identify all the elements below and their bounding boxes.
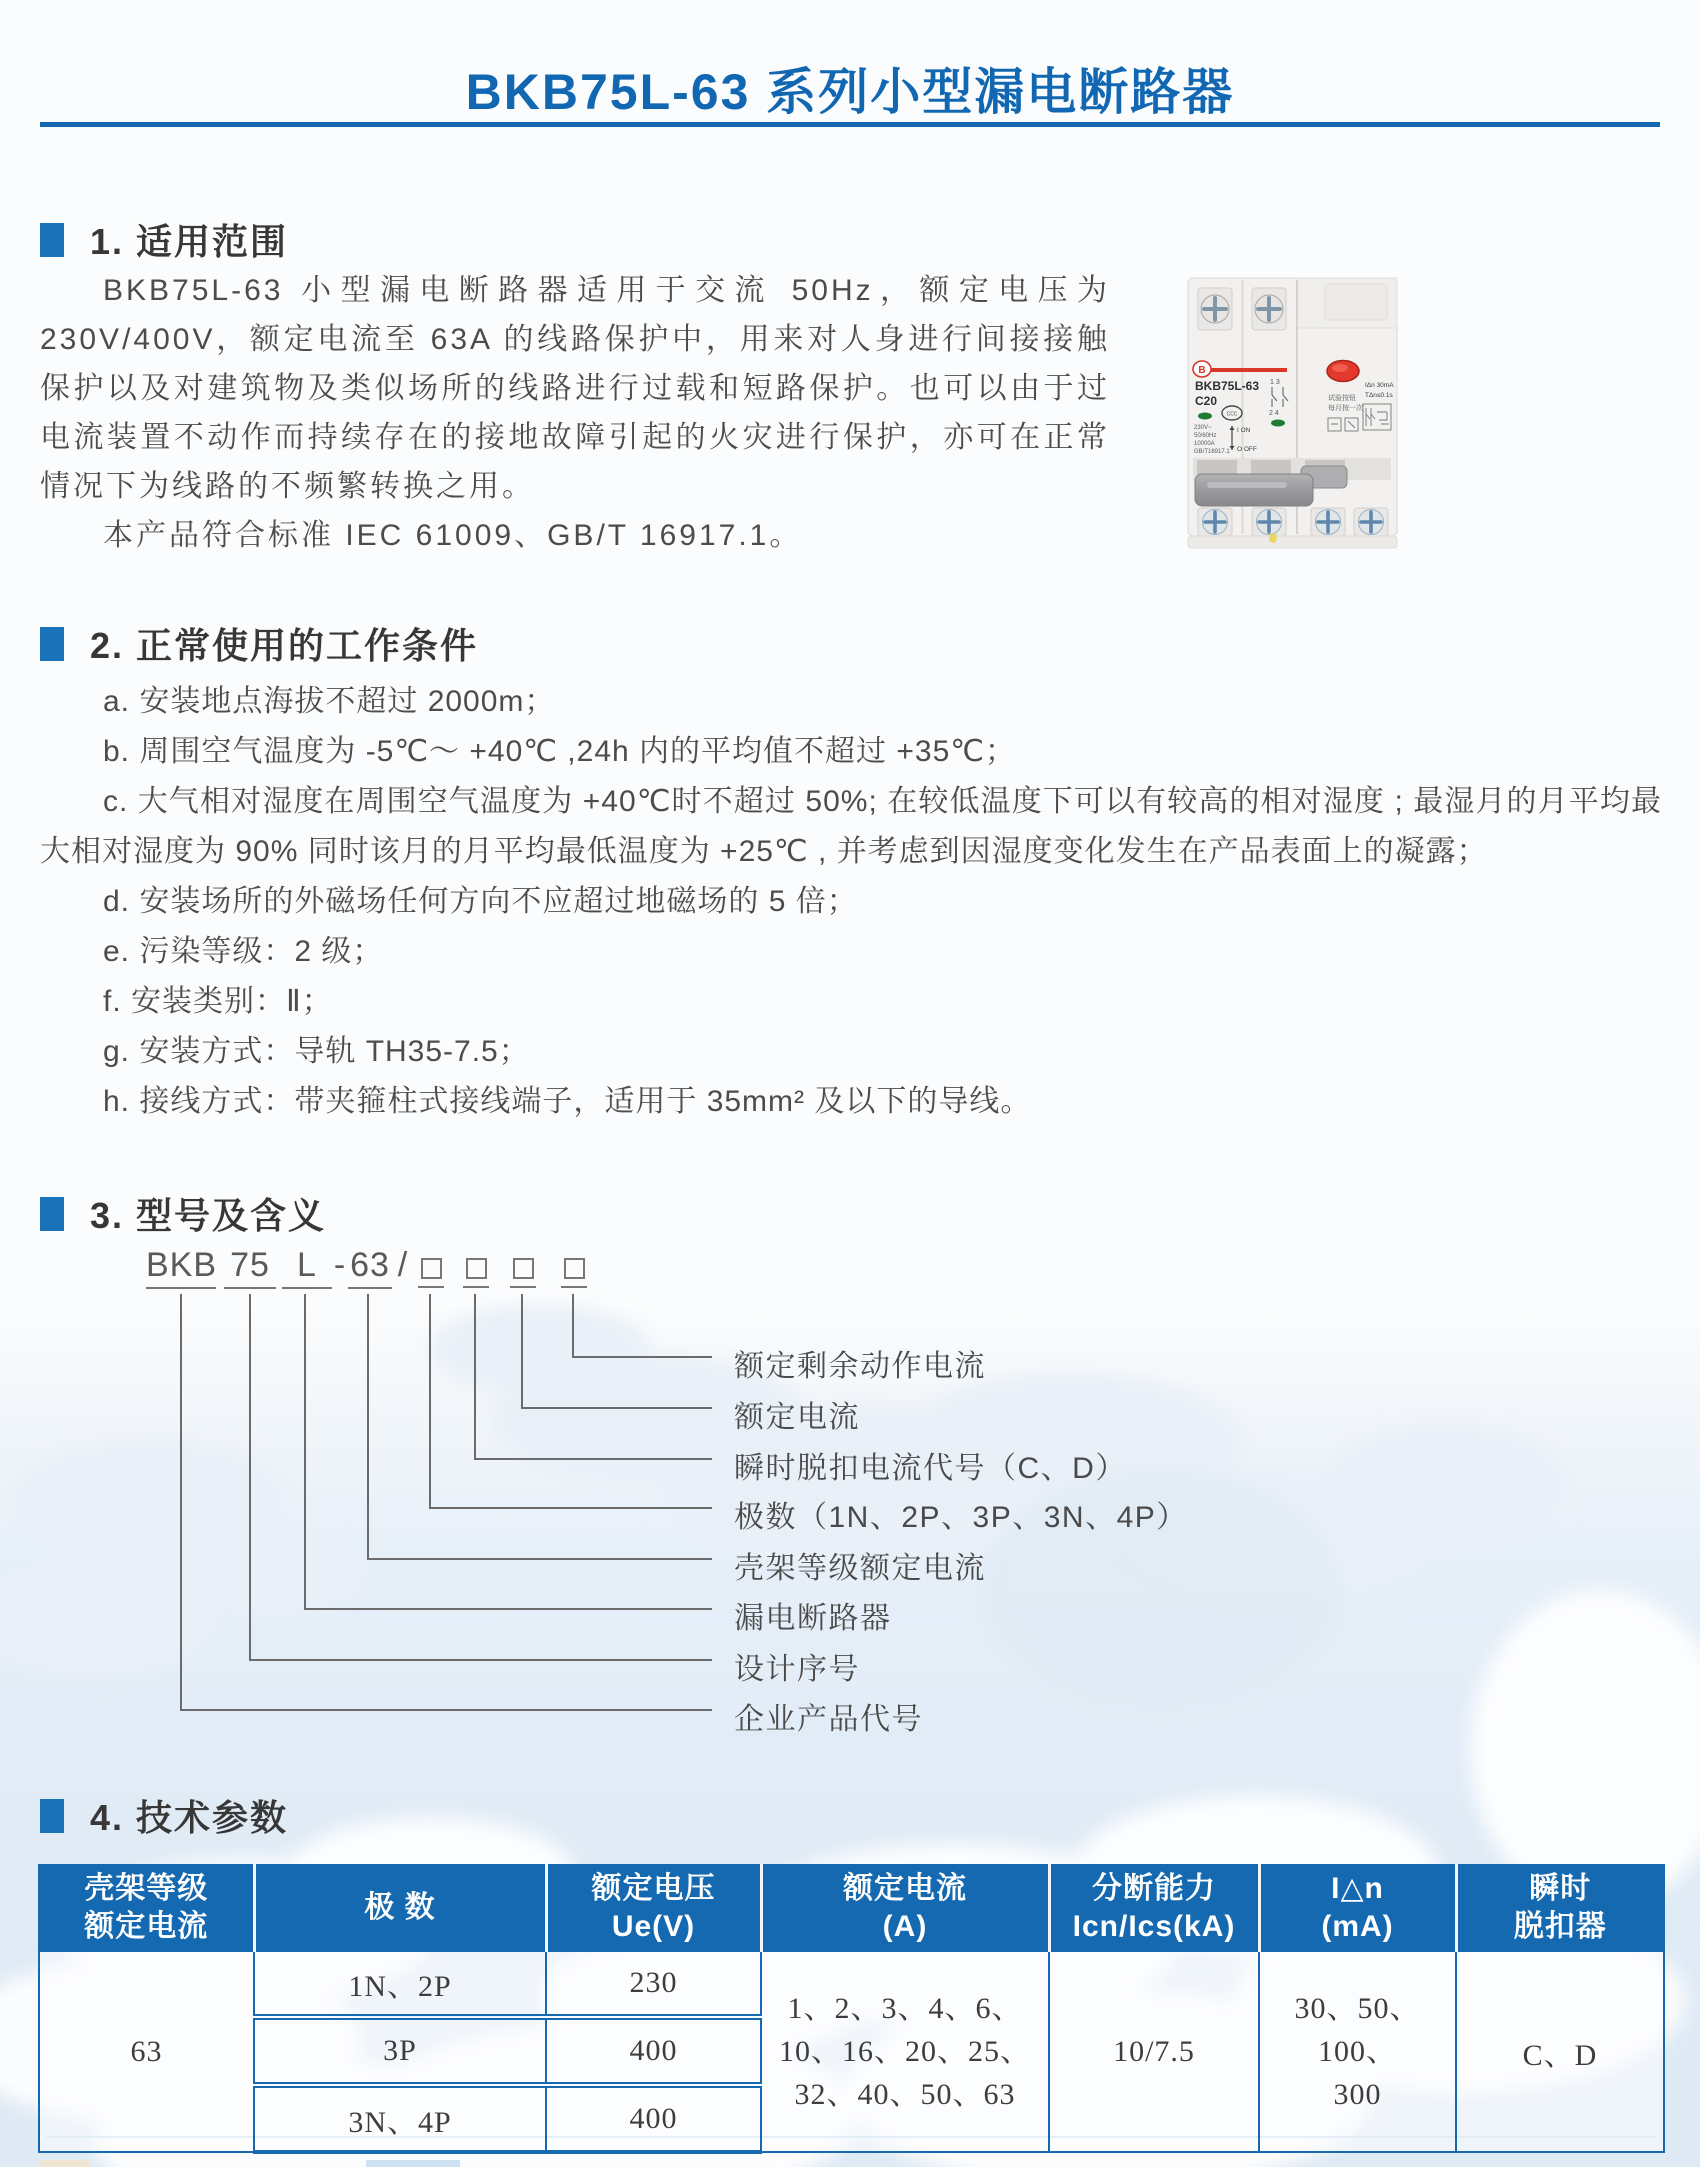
model-diagram-lines: [0, 1240, 760, 1720]
idn-label: IΔn 30mA: [1365, 382, 1394, 389]
cutoff-element: [40, 2160, 90, 2167]
cell-rated-current: 1、2、3、4、6、 10、16、20、25、 32、40、50、63: [761, 1951, 1049, 2152]
section-4-title: 4. 技术参数: [90, 1797, 289, 1838]
list-item: d. 安装场所的外磁场任何方向不应超过地磁场的 5 倍；: [103, 885, 858, 918]
cell-voltage: 230: [546, 1951, 761, 2017]
diagram-label: 瞬时脱扣电流代号（C、D）: [734, 1452, 1127, 1485]
section-marker-icon: [40, 1799, 64, 1833]
table-row: [39, 1951, 1664, 2017]
svg-text:230V~: 230V~: [1194, 425, 1212, 431]
svg-text:GB/T16917.1: GB/T16917.1: [1194, 449, 1230, 455]
scope-paragraph: BKB75L-63 小型漏电断路器适用于交流 50Hz，额定电压为 230V/400V，额定电流至 63A 的线路保护中，用来对人身进行间接接触保护以及对建筑物及类似场所的线路进行过载和短路保护。也可以由于过电流装置不动作而持续存在的接地故障引起的火灾进行保护，亦可在正常情况下为线路的不频繁转换之用。: [40, 274, 1110, 503]
model-segment-75: 75: [224, 1246, 276, 1289]
brand-logo: B: [1198, 365, 1206, 376]
cell-poles: 3P: [254, 2017, 546, 2085]
section-1-heading: [40, 214, 288, 265]
pole-marks-top: 1 3: [1270, 379, 1280, 386]
pole-marks-bottom: 2 4: [1269, 410, 1279, 417]
col-header-tripper: 瞬时 脱扣器: [1456, 1865, 1664, 1951]
model-segment-63: 63: [348, 1246, 392, 1289]
device-rating-label: C20: [1195, 394, 1218, 408]
cell-breaking-capacity: 10/7.5: [1049, 1951, 1259, 2152]
brand-band: [1211, 368, 1287, 372]
diagram-label: 企业产品代号: [734, 1703, 923, 1736]
model-slash: /: [397, 1246, 409, 1284]
section-marker-icon: [40, 627, 64, 661]
model-dash: -: [333, 1246, 347, 1284]
list-item: e. 污染等级：2 级；: [103, 935, 384, 968]
section-4-heading: [40, 1790, 288, 1841]
col-header-breaking: 分断能力 Icn/Ics(kA): [1049, 1865, 1259, 1951]
title-rule: [40, 122, 1660, 127]
section-marker-icon: [40, 1197, 64, 1231]
section-2-heading: [40, 618, 478, 669]
cutoff-element: [366, 2160, 460, 2167]
cell-poles: 1N、2P: [254, 1951, 546, 2017]
model-segment-l: L: [282, 1246, 332, 1289]
tdn-label: TΔn≤0.1s: [1365, 392, 1393, 399]
table-header-row: [39, 1865, 1664, 1951]
ccc-mark: CCC: [1226, 411, 1238, 418]
diagram-label: 极数（1N、2P、3P、3N、4P）: [734, 1501, 1188, 1534]
col-header-frame: 壳架等级 额定电流: [39, 1865, 254, 1951]
cell-idn: 30、50、100、 300: [1259, 1951, 1456, 2152]
off-label: O OFF: [1237, 446, 1257, 453]
col-header-current: 额定电流 (A): [761, 1865, 1049, 1951]
model-box-current: [510, 1246, 536, 1288]
page-title: BKB75L-63 系列小型漏电断路器: [465, 64, 1235, 120]
model-box-trip-code: [463, 1246, 489, 1288]
diagram-label: 设计序号: [734, 1653, 860, 1686]
svg-text:10000A: 10000A: [1194, 441, 1215, 447]
status-led: [1198, 413, 1212, 420]
working-conditions-list: [40, 677, 1662, 1127]
test-label-1: 试验按钮: [1328, 395, 1356, 402]
list-item: g. 安装方式：导轨 TH35-7.5；: [103, 1035, 530, 1068]
svg-text:50/60Hz: 50/60Hz: [1194, 433, 1217, 439]
cell-voltage: 400: [546, 2017, 761, 2085]
standards-paragraph: 本产品符合标准 IEC 61009、GB/T 16917.1。: [103, 519, 803, 552]
toggle-handle: [1195, 474, 1313, 506]
diagram-label: 漏电断路器: [734, 1602, 892, 1635]
model-box-pole: [418, 1246, 444, 1288]
diagram-label: 额定电流: [734, 1401, 860, 1434]
diagram-label: 壳架等级额定电流: [734, 1552, 986, 1585]
col-header-poles: 极 数: [254, 1865, 546, 1951]
list-item: h. 接线方式：带夹箍柱式接线端子，适用于 35mm² 及以下的导线。: [103, 1085, 1032, 1118]
section-3-heading: [40, 1188, 326, 1239]
col-header-voltage: 额定电压 Ue(V): [546, 1865, 761, 1951]
section-3-title: 3. 型号及含义: [90, 1195, 327, 1236]
on-label: I ON: [1237, 427, 1251, 434]
diagram-label: 额定剩余动作电流: [734, 1350, 986, 1383]
cell-voltage: 400: [546, 2085, 761, 2152]
cell-tripper: C、D: [1456, 1951, 1664, 2152]
list-item: a. 安装地点海拔不超过 2000m；: [103, 685, 556, 718]
section-1-body: [40, 266, 1110, 560]
section-2-title: 2. 正常使用的工作条件: [90, 625, 479, 666]
model-segment-bkb: BKB: [146, 1246, 216, 1289]
device-model-label: BKB75L-63: [1195, 379, 1260, 393]
din-rail-foot: [1188, 536, 1397, 548]
section-marker-icon: [40, 223, 64, 257]
model-box-residual: [561, 1246, 587, 1288]
list-item: f. 安装类别：Ⅱ；: [103, 985, 333, 1018]
list-item: c. 大气相对湿度在周围空气温度为 +40℃时不超过 50%; 在较低温度下可以有较高的相对湿度 ; 最湿月的月平均最大相对湿度为 90% 同时该月的月平均最低温度为 +25℃ , 并考虑到因湿度变化发生在产品表面上的凝露；: [40, 785, 1662, 868]
section-1-title: 1. 适用范围: [90, 221, 289, 262]
test-label-2: 每月按一次: [1328, 405, 1363, 412]
cell-frame-current: 63: [39, 1951, 254, 2152]
product-photo: [1185, 268, 1400, 552]
list-item: b. 周围空气温度为 -5℃～ +40℃ ,24h 内的平均值不超过 +35℃；: [103, 735, 1016, 768]
col-header-idn: I△n (mA): [1259, 1865, 1456, 1951]
technical-parameters-table: [38, 1864, 1665, 2154]
cell-poles: 3N、4P: [254, 2085, 546, 2152]
